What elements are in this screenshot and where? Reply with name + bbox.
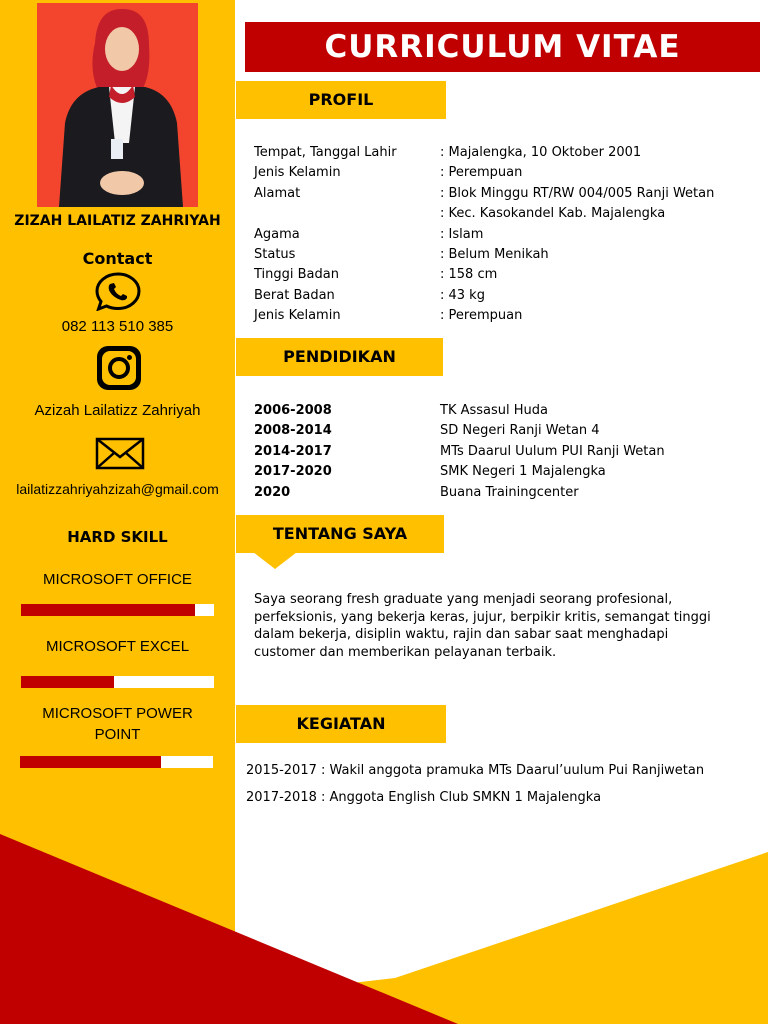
info-value: SMK Negeri 1 Majalengka: [440, 464, 606, 480]
info-value: MTs Daarul Uulum PUI Ranji Wetan: [440, 443, 665, 459]
info-key: Jenis Kelamin: [254, 308, 341, 324]
info-value: : 43 kg: [440, 287, 485, 303]
info-key: Berat Badan: [254, 287, 335, 303]
info-value: : Belum Menikah: [440, 247, 549, 262]
info-key: 2020: [254, 484, 291, 500]
info-key: Tempat, Tanggal Lahir: [254, 145, 397, 160]
section-title-kegiatan: KEGIATAN: [236, 705, 446, 743]
section-title-profil: PROFIL: [236, 81, 446, 119]
kegiatan-item: 2015-2017 : Wakil anggota pramuka MTs Daarul’uulum Pui Ranjiwetan: [246, 763, 705, 778]
info-value: : Majalengka, 10 Oktober 2001: [440, 145, 642, 160]
page-title: CURRICULUM VITAE: [245, 22, 760, 72]
info-key: Status: [254, 247, 296, 262]
skill-label: MICROSOFT OFFICE: [43, 571, 192, 588]
info-value: SD Negeri Ranji Wetan 4: [440, 423, 600, 439]
info-key: Tinggi Badan: [254, 267, 339, 283]
hard-skill-heading: HARD SKILL: [67, 528, 168, 546]
info-value: : Perempuan: [440, 165, 523, 181]
about-text: Saya seorang fresh graduate yang menjadi seorang profesional, perfeksionis, yang bekerja keras, jujur, berpikir kritis, semangat tinggi dalam bekerja, disiplin waktu, rajin dan sabar saat menghadapi customer dan memberikan pelayanan terbaik.: [254, 592, 711, 660]
contact-heading: Contact: [82, 249, 153, 268]
info-key: 2014-2017: [254, 443, 332, 459]
info-value: : Perempuan: [440, 308, 523, 324]
section-title-tentang-saya: TENTANG SAYA: [236, 515, 444, 553]
email-address: lailatizzahriyahzizah@gmail.com: [16, 481, 219, 497]
info-key: Jenis Kelamin: [254, 165, 341, 181]
info-value: : 158 cm: [440, 267, 498, 283]
info-value: : Kec. Kasokandel Kab. Majalengka: [440, 206, 666, 222]
info-key: 2008-2014: [254, 423, 332, 439]
skill-label: MICROSOFT POWER POINT: [42, 705, 193, 743]
phone-number: 082 113 510 385: [61, 318, 174, 335]
kegiatan-item: 2017-2018 : Anggota English Club SMKN 1 Majalengka: [246, 790, 602, 805]
info-key: Alamat: [254, 185, 301, 201]
info-value: : Islam: [440, 226, 484, 242]
section-title-pendidikan: PENDIDIKAN: [236, 338, 443, 376]
info-value: TK Assasul Huda: [440, 403, 548, 418]
info-value: : Blok Minggu RT/RW 004/005 Ranji Wetan: [440, 185, 715, 201]
info-value: Buana Trainingcenter: [440, 484, 579, 500]
info-key: 2006-2008: [254, 403, 332, 418]
info-key: 2017-2020: [254, 464, 332, 480]
skill-label: MICROSOFT EXCEL: [45, 638, 190, 655]
info-key: Agama: [254, 226, 300, 242]
instagram-handle: Azizah Lailatizz Zahriyah: [34, 402, 201, 419]
full-name: ZIZAH LAILATIZ ZAHRIYAH: [14, 213, 221, 229]
